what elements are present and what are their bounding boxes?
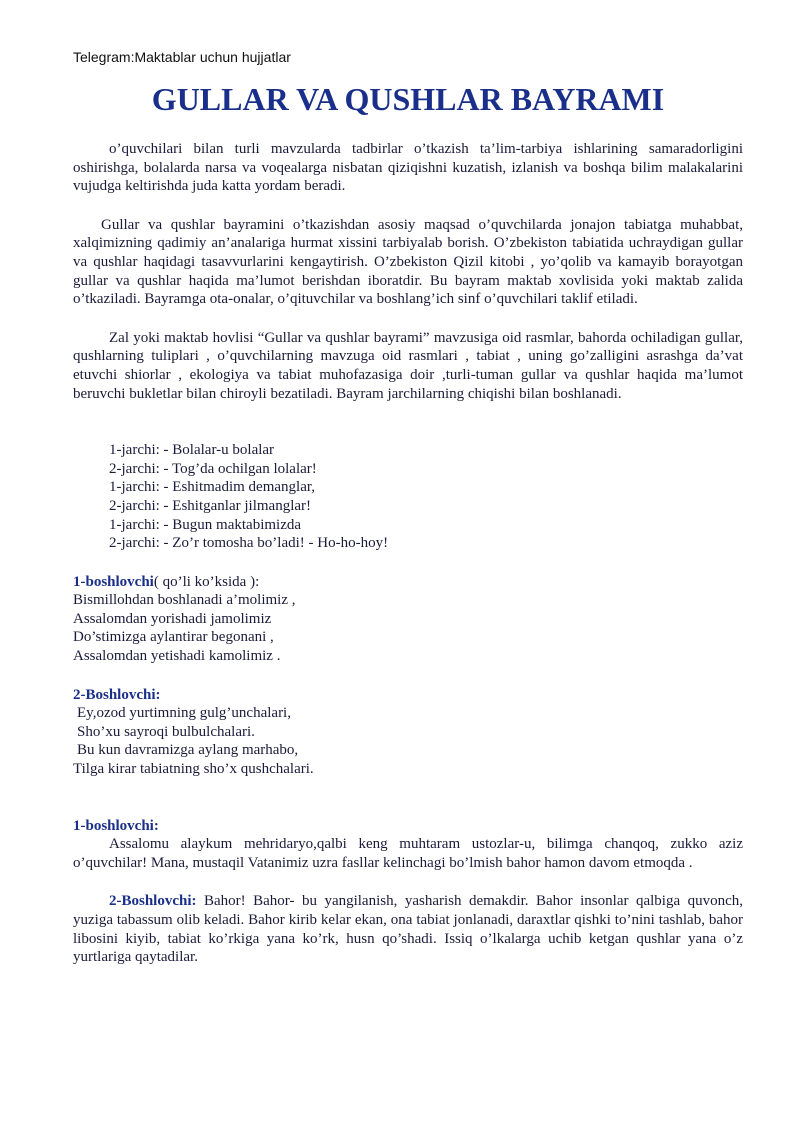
poem-line: Tilga kirar tabiatning sho’x qushchalari.	[73, 761, 314, 778]
presenter-1-poem	[73, 573, 743, 666]
document-page	[73, 48, 743, 967]
paragraph-purpose: Gullar va qushlar bayramini o’tkazishdan asosiy maqsad o’quvchilarda jonajon tabiatga muhabbat, xalqimizning qadimiy an’analariga hurmat xissini tarbiyalab borish. O’zbekiston tabiatida uchraydigan gullar va qushlar haqidagi tasavvurlarini kengaytirish. O’zbekiston Qizil kitobi , yo’qolib va kamayib borayotgan gullar va qushlar haqida ma’lumot berishdan iboratdir. Bu bayram maktab xovlisida yoki maktab zalida o’tkaziladi. Bayramga ota-onalar, o’qituvchilar va boshlang’ich sinf o’quvchilari taklif etiladi.	[73, 216, 743, 308]
speaker-name: 2-Boshlovchi:	[109, 893, 197, 910]
heralds-dialogue	[73, 441, 743, 553]
poem-line: Assalomdan yetishadi kamolimiz .	[73, 648, 281, 665]
poem-line: Assalomdan yorishadi jamolimiz	[73, 610, 272, 627]
document-title: GULLAR VA QUSHLAR BAYRAMI	[151, 81, 665, 117]
speaker-name: 1-boshlovchi:	[73, 817, 159, 834]
poem-line: Sho’xu sayroqi bulbulchalari.	[77, 723, 255, 740]
paragraph-intro: o’quvchilari bilan turli mavzularda tadbirlar o’tkazish ta’lim-tarbiya ishlarining samaradorligini oshirishga, bolalarda narsa va voqealarga nisbatan qiziqishni kuzatish, izlanish va boshqa bilim malakalarini vujudga keltirishda juda katta yordam beradi.	[73, 141, 743, 195]
header-note: Telegram:Maktablar uchun hujjatlar	[73, 49, 291, 65]
paragraph-decoration: Zal yoki maktab hovlisi “Gullar va qushlar bayrami” mavzusiga oid rasmlar, bahorda ochiladigan gullar, qushlarning tuliplari , o’quvchilarning mavzuga oid rasmlari , tabiat , uning go’zalligini asrashga da’vat etuvchi shiorlar , ekologiya va tabiat muhofazasiga doir ,turli-tuman gullar va qushlar haqida ma’lumot beruvchi bukletlar bilan chiroyli bezatiladi. Bayram jarchilarning chiqishi bilan boshlanadi.	[73, 329, 743, 402]
presenter-2-poem	[73, 686, 743, 779]
speech-text: Bahor! Bahor- bu yangilanish, yasharish demakdir. Bahor insonlar qalbiga quvonch, yuziga tabassum olib keladi. Bahor kirib kelar ekan, ona tabiat jonlanadi, daraxtlar qishki to’nini tashlab, bahor libosini kiyib, tabiat ko’rkiga yana ko’rk, husn qo’shadi. Issiq o’lkalarga uchib ketgan qushlar yana o’z yurtlariga qaytadilar.	[73, 893, 743, 966]
dialogue-line: 1-jarchi: - Eshitmadim demanglar,	[109, 479, 316, 496]
dialogue-line: 2-jarchi: - Eshitganlar jilmanglar!	[109, 497, 312, 514]
speech-text: Assalomu alaykum mehridaryo,qalbi keng muhtaram ustozlar-u, bilimga chanqoq, zukko aziz o’quvchilar! Mana, mustaqil Vatanimiz uzra fasllar kelinchagi bo’lmish bahor hamon davom etmoqda .	[73, 836, 743, 871]
poem-line: Ey,ozod yurtimning gulg’unchalari,	[77, 705, 291, 722]
stage-direction: ( qo’li ko’ksida ):	[153, 573, 260, 590]
dialogue-line: 2-jarchi: - Tog’da ochilgan lolalar!	[109, 460, 317, 477]
poem-line: Do’stimizga aylantirar begonani ,	[73, 629, 274, 646]
speaker-heading	[73, 573, 743, 592]
presenter-2-speech	[73, 892, 743, 966]
dialogue-line: 2-jarchi: - Zo’r tomosha bo’ladi! - Ho-ho-hoy!	[109, 535, 389, 552]
dialogue-line: 1-jarchi: - Bolalar-u bolalar	[109, 442, 275, 459]
dialogue-line: 1-jarchi: - Bugun maktabimizda	[109, 516, 302, 533]
presenter-1-speech	[73, 817, 743, 873]
poem-line: Bismillohdan boshlanadi a’molimiz ,	[73, 592, 296, 609]
speaker-name: 2-Boshlovchi:	[73, 686, 161, 703]
speaker-name: 1-boshlovchi	[73, 573, 154, 590]
speech-paragraph	[73, 892, 743, 966]
poem-line: Bu kun davramizga aylang marhabo,	[77, 742, 299, 759]
